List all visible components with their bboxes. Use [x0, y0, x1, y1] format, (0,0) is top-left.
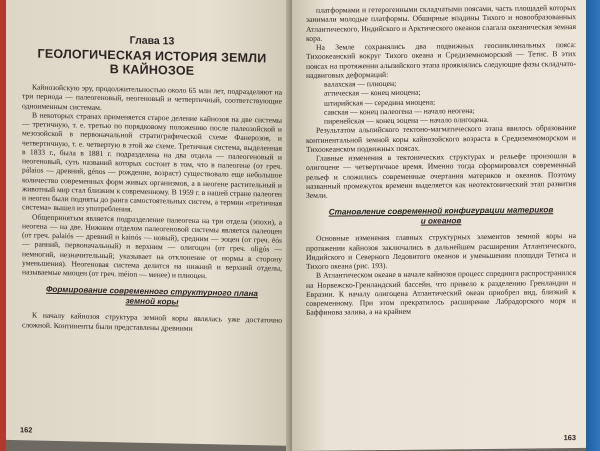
paragraph: платформами и гетерогенными складчатыми поясами, часть площадей которых занимали молодые платформы. Обширные впадины Тихого и новообразованных Атлантического, Индийского и Арктического океанов слагала океаническая земная кора.	[306, 3, 576, 43]
paragraph: Главные изменения в тектонических структурах и рельефе произошли в олигоцене — четвертичное время. Именно тогда сформировался современный рельеф и сложились современные очертания материков и океанов. Поэтому названный промежуток времени выделяется как неотектонический этап развития Земли.	[306, 151, 576, 200]
list-item: валахская — плиоцен;	[324, 78, 397, 89]
list-item: аттическая — конец миоцена;	[324, 87, 421, 98]
list-item: штирийская — середина миоцена;	[324, 97, 436, 108]
paragraph: В Атлантическом океане в начале кайнозоя процесс спрединга распространился на Норвежско-Гренландский бассейн, что привело к разделению Гренландии и Евразии. К началу олигоцена Атлантический океан приобрел вид, близкий к современному. При этом прекратилось расширение Лабрадорского моря и Баффинова залива, а на крайнем	[306, 268, 576, 318]
paragraph: Общепринятым является подразделение палеогена на три отдела (эпохи), а неогена — на две. Нижним отделом палеогеновой системы является палеоцен (от греч. palaiós — древний и kainós — новый), средним — эоцен (от греч. ēós — ранний, первоначальный) и верхним — олигоцен (от греч. oligós — немногий, незначительный; указывает на отклонение от нормы в сторону уменьшения). Неогеновая система делится на нижний и верхний отделы, называемые миоцен (от греч. méion — менее) и плиоцен.	[22, 211, 282, 281]
section-title	[22, 285, 282, 310]
paragraph: На Земле сохранялись два подвижных геосинклинальных пояса: Тихоокеанский вокруг Тихого океана и Средиземноморский — Тетис. В этих поясах на протяжении альпийского этапа проявлялись следующие фазы складчато-надвиговых деформаций:	[306, 40, 576, 80]
page-number: 162	[20, 425, 33, 435]
deformation-phases-list	[306, 77, 576, 126]
page-number: 163	[563, 433, 576, 443]
paragraph: Основные изменения главных структурных элементов земной коры на протяжении кайнозоя заключались в дальнейшем расширении Атлантического, Индийского и Северного Ледовитого океанов и уменьшении площади Тетиса и Тихого океана (рис. 193).	[306, 231, 576, 271]
left-page	[6, 0, 296, 446]
section-title-line: Становление современной конфигурации материков	[328, 205, 554, 217]
list-item: савская — конец палеогена — начало неогена;	[324, 105, 475, 117]
section-title-line: земной коры	[125, 296, 179, 307]
section-title-line: Формирование современного структурного плана	[45, 285, 258, 299]
section-title-line: и океанов	[420, 216, 462, 226]
chapter-title-line: ГЕОЛОГИЧЕСКАЯ ИСТОРИЯ ЗЕМЛИ	[37, 46, 267, 66]
book-cover-edge-right	[586, 0, 600, 451]
list-item: пиренейская — конец эоцена — начало олигоцена.	[324, 114, 489, 126]
chapter-title	[22, 46, 282, 79]
chapter-title-line: В КАЙНОЗОЕ	[109, 62, 195, 78]
paragraph: Кайнозойскую эру, продолжительностью около 65 млн лет, подразделяют на три периода — палеогеновый, неогеновый и четвертичный, соответствующие одноименным системам.	[22, 82, 282, 112]
paragraph: В некоторых странах применяется старое деление кайнозоя на две системы — третичную, т. е. третью по порядковому положению после палеозойской и мезозойской в первоначальной стратиграфической схеме Фанерозоя, и четвертичную, т. е. четвертую в этой же схеме. Третичная система, выделенная в 1833 г., была в 1881 г. подразделена на два отдела — палеогеновый и неогеновый, суть названий которых состоит в том, что в палеогене (от греч. pálaios — древний, génos — рождение, возраст) существовало еще небольшое количество современных форм живых организмов, а в неогене растительный и животный мир стал близким к современному. В 1959 г. в нашей стране палеоген и неоген были подняты до ранга самостоятельных систем, а термин «третичная система» вышел из употребления.	[22, 110, 282, 214]
chapter-number: Глава 13	[129, 34, 175, 48]
paragraph: Результатом альпийского тектоно-магматического этапа явилось образование континентальной земной коры кайнозойского возраста в Средиземноморском и Тихоокеанском подвижных поясах.	[306, 123, 576, 154]
section-title	[306, 205, 576, 228]
right-page	[292, 0, 588, 451]
paragraph: К началу кайнозоя структура земной коры являлась уже достаточно сложной. Континенты были представлены древними	[22, 310, 282, 333]
